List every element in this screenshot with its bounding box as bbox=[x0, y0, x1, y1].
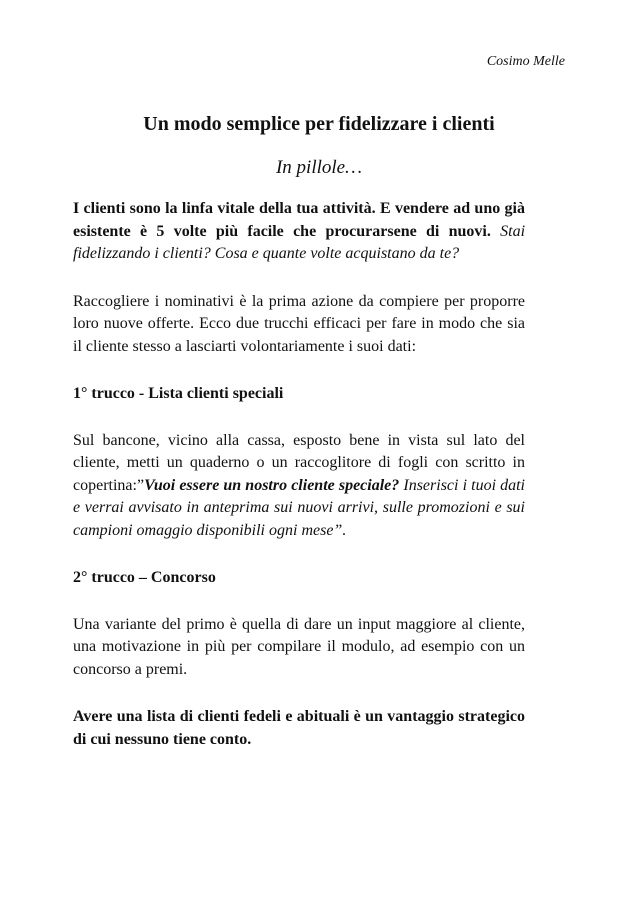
trick1-cover-text: Inserisci i tuoi dati e verrai avvisato in anteprima sui nuovi arrivi, sulle promozioni e sui campioni omaggio disponibili ogni mese”. bbox=[73, 476, 526, 539]
page-subtitle: In pillole… bbox=[275, 157, 363, 178]
trick2-paragraph: Una variante del primo è quella di dare un input maggiore al cliente, una motivazione in più per compilare il modulo, ad esempio con un concorso a premi. bbox=[73, 615, 525, 678]
trick1-text: Sul bancone, vicino alla cassa, esposto bene in vista sul lato del cliente, metti un quaderno o un raccoglitore di fogli con scritto in copertina:” bbox=[73, 431, 525, 494]
intro-bold-text: I clienti sono la linfa vitale della tua attività. E vendere ad uno già esistente è 5 volte più facile che procurarsene di nuovi. bbox=[73, 200, 525, 240]
trick2-heading: 2° trucco – Concorso bbox=[73, 569, 216, 586]
author-name: Cosimo Melle bbox=[486, 54, 565, 69]
conclusion-paragraph: Avere una lista di clienti fedeli e abituali è un vantaggio strategico di cui nessuno tiene conto. bbox=[73, 708, 525, 748]
trick1-heading: 1° trucco - Lista clienti speciali bbox=[73, 385, 284, 402]
intro-paragraph bbox=[73, 198, 525, 266]
trick1-paragraph bbox=[73, 430, 525, 543]
document-body bbox=[73, 198, 525, 776]
trick1-cover-slogan: Vuoi essere un nostro cliente speciale? bbox=[144, 476, 400, 494]
collection-paragraph: Raccogliere i nominativi è la prima azione da compiere per proporre loro nuove offerte. Ecco due trucchi efficaci per fare in modo che sia il cliente stesso a lasciarti volontariamente i suoi dati: bbox=[73, 292, 525, 355]
intro-italic-question: Stai fidelizzando i clienti? Cosa e quante volte acquistano da te? bbox=[73, 222, 526, 262]
page-title: Un modo semplice per fidelizzare i clienti bbox=[143, 113, 495, 135]
